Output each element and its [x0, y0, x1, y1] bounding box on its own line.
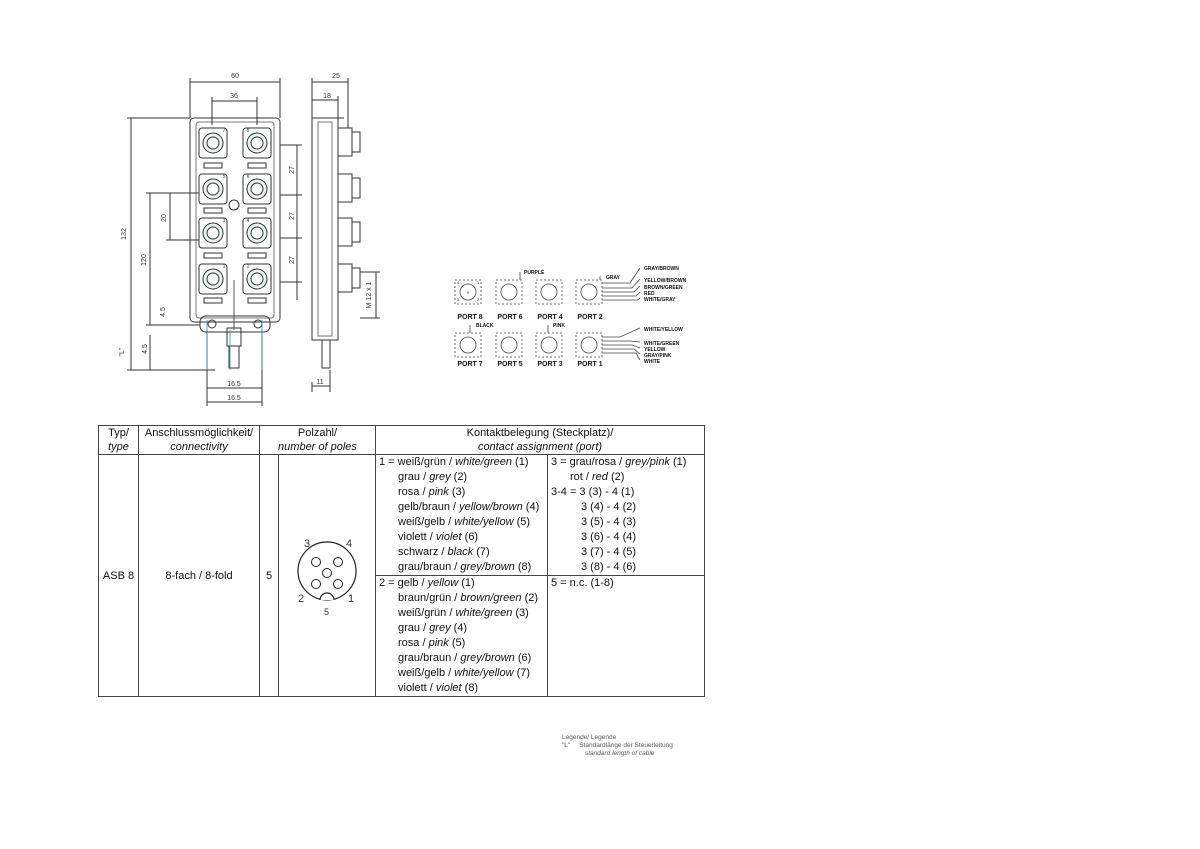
dim-width-total: 60 — [231, 73, 239, 80]
header-connectivity — [139, 426, 260, 455]
table-row — [99, 455, 705, 576]
contact-line: 3 (6) - 4 (4) — [581, 531, 637, 543]
wire-color: GRAY/PINK — [644, 353, 672, 359]
contact-num: (3) — [512, 607, 529, 619]
header-poles-de: Polzahl/ — [297, 427, 338, 439]
pin-number: 5 — [466, 291, 470, 295]
wiring-schematic — [455, 266, 687, 368]
contact-line — [379, 530, 544, 545]
contact-line — [379, 666, 544, 681]
port-label: PORT 8 — [457, 314, 483, 321]
port-label: PORT 1 — [577, 361, 603, 368]
contact-de: grau / — [398, 622, 430, 634]
pin-label: 4 — [346, 538, 353, 550]
contact-num: (2) — [521, 592, 539, 604]
wire-tag: PURPLE — [524, 270, 545, 276]
contact-de: schwarz / — [398, 546, 448, 558]
dim-width-inner: 36 — [230, 93, 238, 100]
contact-num: (8) — [514, 561, 532, 573]
contact-line — [379, 591, 544, 606]
contact-line — [379, 455, 544, 470]
wire-color: YELLOW — [644, 347, 666, 353]
contact-num: (1) — [669, 456, 687, 468]
header-connectivity-de: Anschlussmöglichkeit/ — [144, 427, 254, 439]
contact-line — [379, 636, 544, 651]
front-port-number: 5 — [222, 174, 226, 180]
dim-hole-spacing: 16.5 — [227, 381, 241, 388]
contact-num: (4) — [522, 501, 540, 513]
header-contact — [376, 426, 705, 455]
contact-prefix: 1 = — [379, 456, 398, 468]
contact-en: grey/brown — [460, 652, 515, 664]
wire-color: WHITE/GRAY — [644, 297, 676, 303]
contact-de: weiß/gelb / — [398, 667, 455, 679]
contact-num: (3) — [448, 486, 466, 498]
contact-de: grau/rosa / — [569, 456, 626, 468]
contact-de: weiß/grün / — [398, 607, 456, 619]
contact-line — [379, 651, 544, 666]
contact-line — [379, 621, 544, 636]
front-port-number: 8 — [246, 128, 250, 134]
contact-num: (4) — [450, 622, 468, 634]
pin-label: 1 — [348, 593, 355, 605]
contact-en: white/green — [455, 456, 512, 468]
contact-num: (5) — [513, 516, 531, 528]
dim-depth-total: 25 — [332, 73, 340, 80]
contact-line — [379, 576, 544, 591]
cell-connectivity: 8-fach / 8-fold — [139, 455, 260, 697]
cell-contact-pin1 — [376, 455, 548, 576]
pin-label: 5 — [324, 607, 330, 617]
legend-en: standard length of cable — [585, 750, 655, 757]
cell-poles: 5 — [260, 455, 279, 697]
contact-en: red — [592, 471, 608, 483]
legend-title: Legende/ Legende — [562, 734, 617, 741]
contact-line — [379, 485, 544, 500]
port-label: PORT 4 — [537, 314, 563, 321]
contact-line: 3 (7) - 4 (5) — [581, 546, 637, 558]
wire-color: GRAY/BROWN — [644, 266, 679, 272]
dim-height-inner: 120 — [141, 254, 148, 266]
contact-en: yellow/brown — [459, 501, 523, 513]
contact-de: rot / — [570, 471, 593, 483]
cell-pin-diagram — [279, 455, 376, 697]
legend-key: "L" — [562, 742, 571, 749]
contact-line — [379, 545, 544, 560]
pin-number: 3 — [456, 298, 460, 302]
legend — [562, 734, 673, 758]
contact-num: (6) — [514, 652, 532, 664]
port-label: PORT 7 — [457, 361, 483, 368]
dim-thread: M 12 x 1 — [366, 281, 373, 309]
center-screw — [229, 200, 239, 210]
contact-num: (2) — [607, 471, 625, 483]
wire-tag: BLACK — [476, 323, 494, 329]
front-port-number: 3 — [222, 218, 226, 224]
wire-tag: GRAY — [606, 275, 620, 281]
legend-de: Standardlänge der Steuerleitung — [579, 742, 673, 749]
contact-de: grau/braun / — [398, 561, 461, 573]
contact-de: grau/braun / — [398, 652, 461, 664]
front-port-number: 1 — [222, 264, 226, 270]
contact-line — [379, 560, 544, 575]
front-port-number: 6 — [246, 174, 250, 180]
header-contact-de: Kontaktbelegung (Steckplatz)/ — [466, 427, 614, 439]
contact-num: (7) — [513, 667, 531, 679]
dim-depth-inner: 18 — [323, 93, 331, 100]
contact-en: grey — [429, 471, 451, 483]
contact-en: pink — [428, 486, 449, 498]
contact-en: grey/brown — [460, 561, 515, 573]
cell-contact-pin5 — [548, 576, 705, 697]
pin-number: 1 — [476, 281, 480, 285]
pin-number: 4 — [456, 281, 460, 285]
port-label: PORT 3 — [537, 361, 563, 368]
contact-num: (1) — [512, 456, 529, 468]
contact-de: grau / — [398, 471, 430, 483]
wire-color: BROWN/GREEN — [644, 285, 683, 291]
port-label: PORT 6 — [497, 314, 523, 321]
dim-offset-bottom: 4.5 — [160, 307, 167, 317]
pin-label: 3 — [304, 538, 311, 550]
contact-en: pink — [428, 637, 449, 649]
contact-de: violett / — [398, 531, 436, 543]
contact-line: 3 (5) - 4 (3) — [581, 516, 637, 528]
dim-cable-length: "L" — [119, 347, 126, 357]
front-port-number: 7 — [222, 128, 226, 134]
contact-num: (5) — [448, 637, 466, 649]
contact-de: braun/grün / — [398, 592, 461, 604]
contact-line: 3 (8) - 4 (6) — [581, 561, 637, 573]
contact-de: gelb / — [397, 577, 428, 589]
contact-line — [379, 470, 544, 485]
header-poles — [260, 426, 376, 455]
contact-line — [379, 606, 544, 621]
side-view — [312, 78, 380, 392]
specification-table — [98, 425, 705, 697]
contact-line: 3-4 = 3 (3) - 4 (1) — [551, 486, 635, 498]
contact-de: gelb/braun / — [398, 501, 460, 513]
wire-color: YELLOW/BROWN — [644, 278, 687, 284]
contact-en: violet — [435, 682, 462, 694]
pin-label: 2 — [298, 593, 305, 605]
contact-line — [551, 470, 701, 485]
contact-num: (7) — [473, 546, 490, 558]
contact-en: yellow — [427, 577, 459, 589]
wire-color: RED — [644, 291, 655, 297]
contact-en: brown/green — [460, 592, 522, 604]
contact-en: grey — [429, 622, 451, 634]
pin-number: 2 — [476, 298, 480, 302]
header-type-de: Typ/ — [108, 427, 129, 439]
dim-cable-offset: 11 — [316, 379, 324, 386]
header-type — [99, 426, 139, 455]
port-label: PORT 2 — [577, 314, 603, 321]
contact-num: (8) — [461, 682, 479, 694]
contact-prefix: 2 = — [379, 577, 398, 589]
wire-color: WHITE/YELLOW — [644, 327, 683, 333]
dim-port-spacing: 20 — [161, 214, 168, 222]
dim-pitch: 27 — [289, 166, 296, 174]
contact-en: violet — [435, 531, 462, 543]
wire-color: WHITE — [644, 359, 661, 365]
header-type-en: type — [108, 441, 129, 453]
contact-de: violett / — [398, 682, 436, 694]
contact-prefix: 3 = — [551, 456, 570, 468]
contact-de: rosa / — [398, 637, 429, 649]
contact-de: rosa / — [398, 486, 429, 498]
contact-en: black — [447, 546, 474, 558]
header-poles-en: number of poles — [278, 441, 357, 453]
header-contact-en: contact assignment (port) — [477, 441, 603, 453]
cell-contact-pin2 — [376, 576, 548, 697]
dim-pitch: 27 — [289, 256, 296, 264]
contact-line — [379, 500, 544, 515]
front-port-number: 4 — [246, 218, 250, 224]
pin-layout-diagram — [282, 529, 372, 619]
cell-type: ASB 8 — [99, 455, 139, 697]
dim-hole-spacing: 16.5 — [227, 395, 241, 402]
contact-en: white/yellow — [454, 667, 514, 679]
dim-offset-bottom: 4.5 — [142, 344, 149, 354]
wire-tag: PINK — [553, 323, 565, 329]
contact-de: weiß/gelb / — [398, 516, 455, 528]
contact-line — [379, 515, 544, 530]
wire-color: WHITE/GREEN — [644, 341, 680, 347]
table-header-row — [99, 426, 705, 455]
contact-line: 3 (4) - 4 (2) — [581, 501, 637, 513]
cell-contact-pin3-4 — [548, 455, 705, 576]
contact-num: (1) — [458, 577, 475, 589]
contact-en: white/green — [455, 607, 513, 619]
dim-pitch: 27 — [289, 212, 296, 220]
contact-num: (6) — [461, 531, 479, 543]
contact-line — [379, 681, 544, 696]
contact-de: weiß/grün / — [397, 456, 456, 468]
contact-line — [551, 455, 701, 470]
contact-en: white/yellow — [454, 516, 514, 528]
dim-height-total: 132 — [121, 228, 128, 240]
contact-line: 5 = n.c. (1-8) — [551, 577, 614, 589]
header-connectivity-en: connectivity — [170, 441, 228, 453]
contact-en: grey/pink — [625, 456, 670, 468]
port-label: PORT 5 — [497, 361, 523, 368]
contact-num: (2) — [450, 471, 468, 483]
front-port-number: 2 — [246, 264, 250, 270]
